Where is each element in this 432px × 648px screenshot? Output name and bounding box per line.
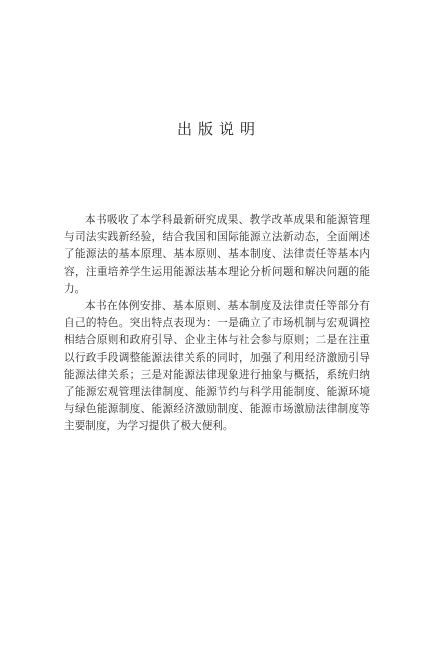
- body-text: [64, 212, 370, 436]
- page-title: 出版说明: [176, 120, 261, 138]
- paragraph-2: 本书在体例安排、基本原则、基本制度及法律责任等部分有自己的特色。突出特点表现为：一是确立了市场机制与宏观调控相结合原则和政府引导、企业主体与社会参与原则；二是在注重以行政手段调整能源法律关系的同时，加强了利用经济激励引导能源法律关系；三是对能源法律现象进行抽象与概括，系统归纳了能源宏观管理法律制度、能源节约与科学用能制度、能源环境与绿色能源制度、能源经济激励制度、能源市场激励法律制度等主要制度，为学习提供了极大便利。: [64, 300, 370, 433]
- paragraph-1: 本书吸收了本学科最新研究成果、教学改革成果和能源管理与司法实践新经验，结合我国和国际能源立法新动态，全面阐述了能源法的基本原理、基本原则、基本制度、法律责任等基本内容，注重培养学生运用能源法基本理论分析问题和解决问题的能力。: [64, 214, 370, 295]
